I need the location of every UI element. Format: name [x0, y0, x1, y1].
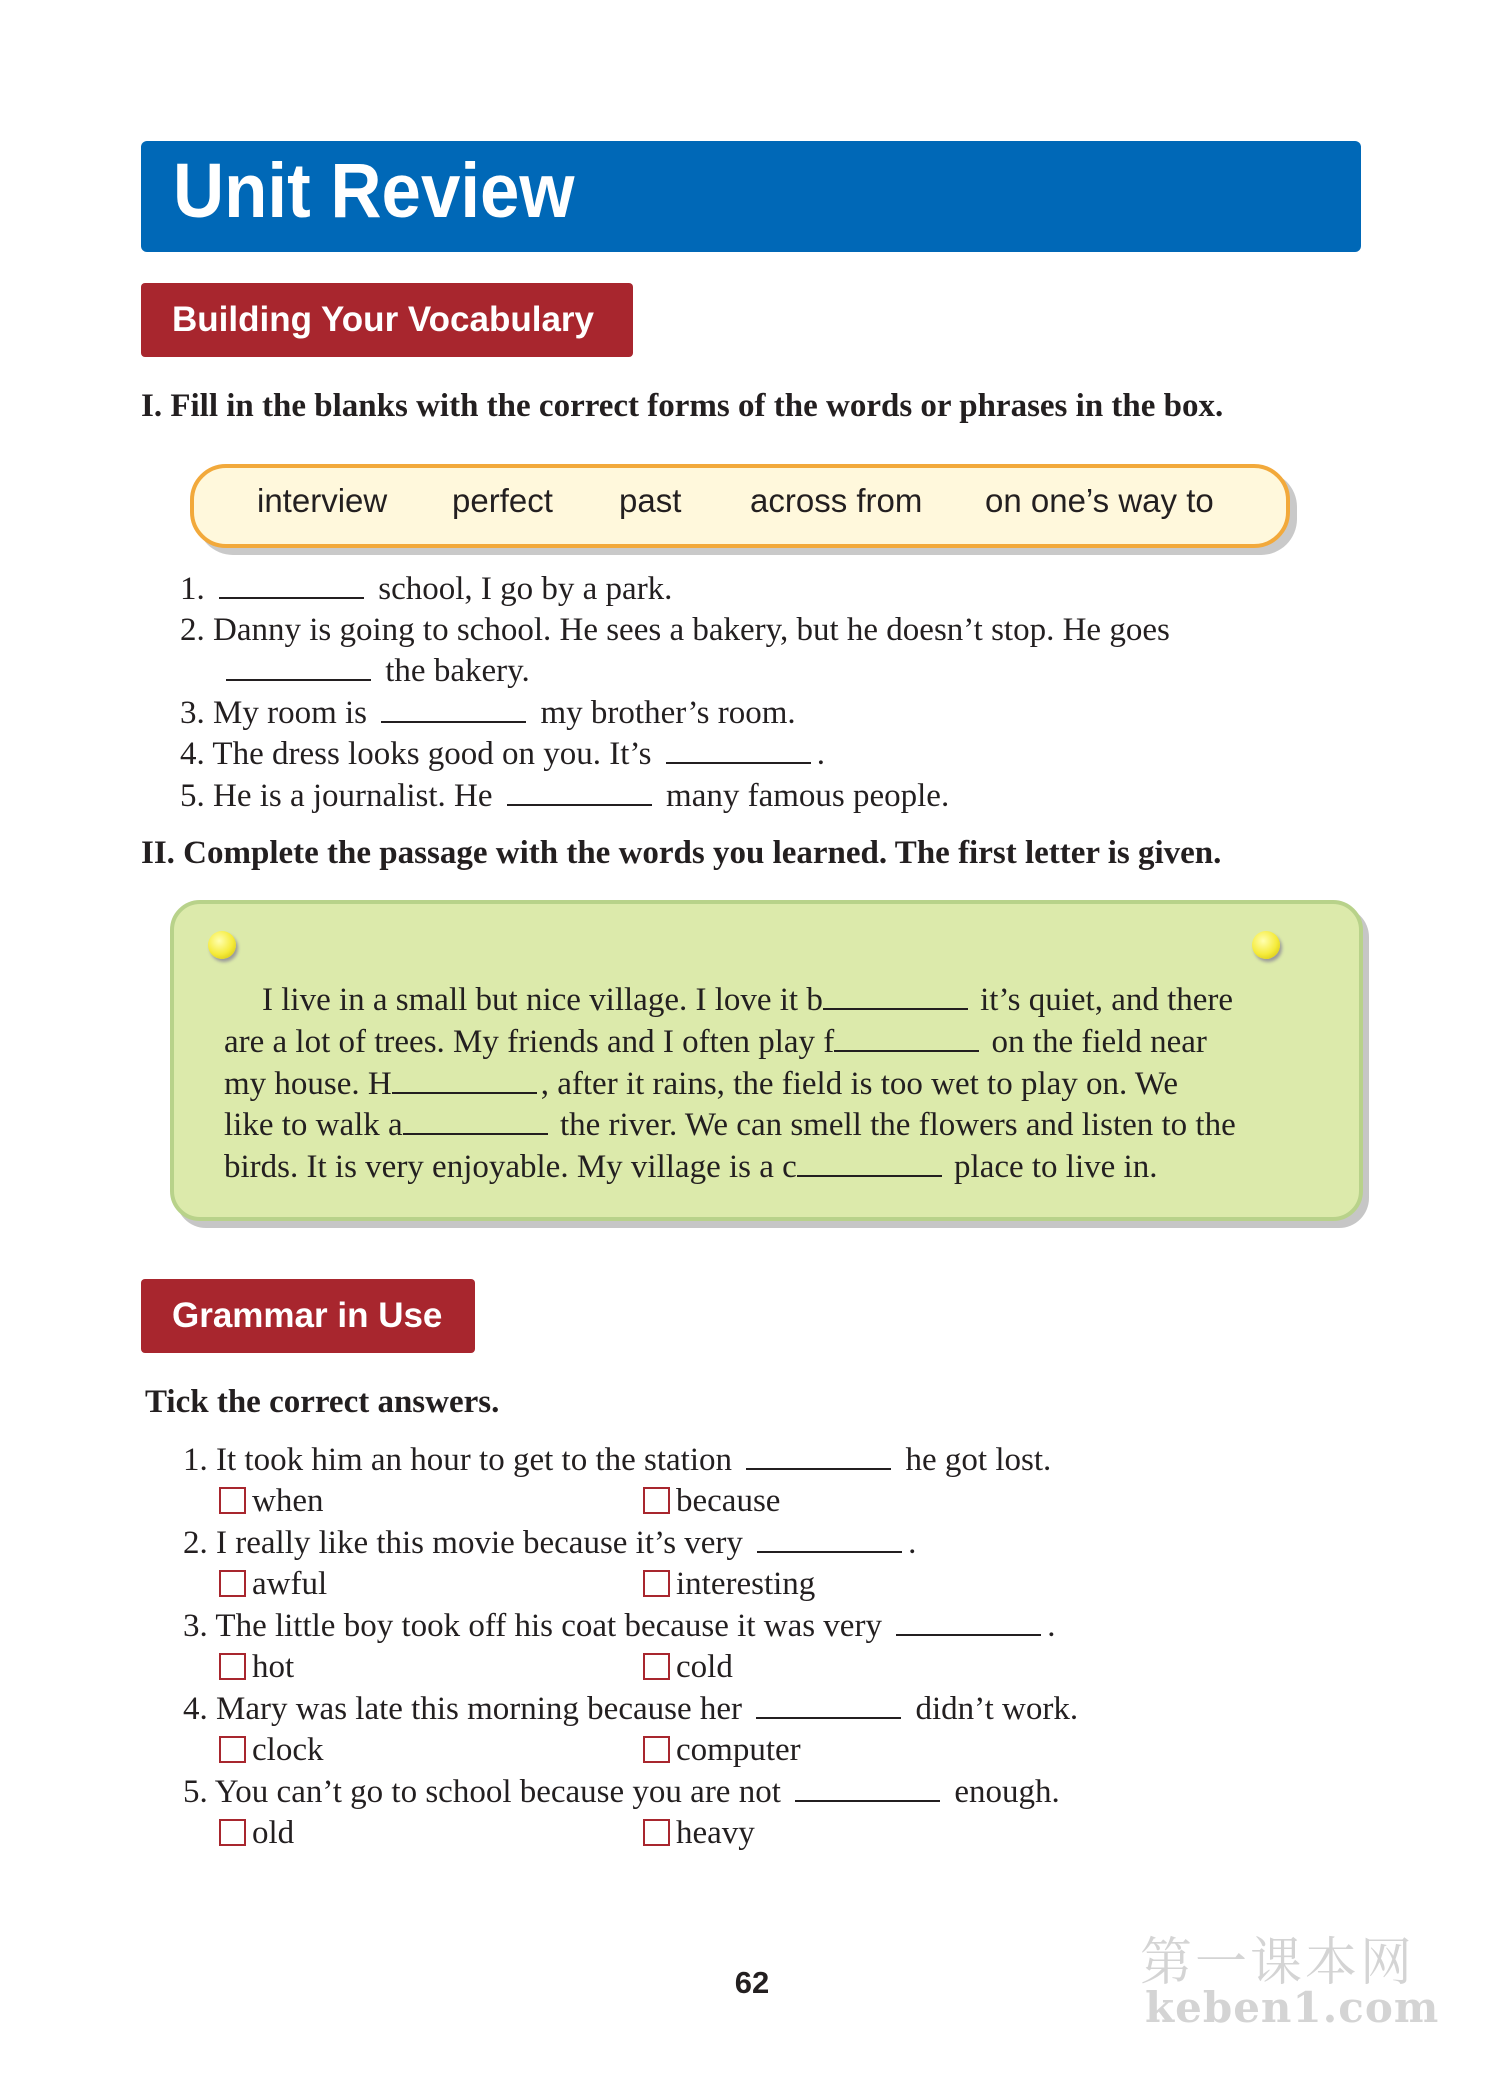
option-label: because	[676, 1483, 781, 1519]
answer-blank[interactable]	[507, 803, 652, 806]
answer-blank	[757, 1550, 902, 1553]
answer-blank	[746, 1467, 891, 1470]
passage-text: birds. It is very enjoyable. My village is a c	[224, 1149, 797, 1185]
checkbox[interactable]	[219, 1819, 246, 1846]
section-label-grammar: Grammar in Use	[141, 1279, 475, 1353]
instruction-part2: II. Complete the passage with the words you learned. The first letter is given.	[141, 835, 1222, 871]
question-text-after: .	[1047, 1608, 1056, 1644]
passage-text: like to walk a	[224, 1107, 403, 1143]
item-text-before: He is a journalist. He	[213, 778, 493, 814]
item-text-after: .	[816, 736, 825, 772]
checkbox[interactable]	[643, 1736, 670, 1763]
item-text-after: my brother’s room.	[540, 695, 796, 731]
item-text-before: The dress looks good on you. It’s	[212, 736, 652, 772]
checkbox[interactable]	[219, 1736, 246, 1763]
word-box-item: across from	[750, 482, 923, 519]
checkbox[interactable]	[219, 1653, 246, 1680]
option-label: cold	[676, 1649, 733, 1685]
grammar-question-3	[183, 1608, 1055, 1645]
option-label: awful	[252, 1566, 328, 1602]
answer-blank	[756, 1716, 901, 1719]
checkbox[interactable]	[643, 1570, 670, 1597]
checkbox[interactable]	[219, 1487, 246, 1514]
question-text-after: enough.	[954, 1774, 1060, 1810]
pushpin-icon	[208, 931, 236, 959]
item-text-before: Danny is going to school. He sees a bakery, but he doesn’t stop. He goes	[213, 612, 1170, 648]
word-box-item: on one’s way to	[985, 482, 1214, 519]
question-text-before: It took him an hour to get to the station	[216, 1442, 733, 1478]
passage-text: I live in a small but nice village. I love it b	[262, 982, 823, 1018]
passage-box	[170, 900, 1363, 1221]
answer-option[interactable]	[219, 1732, 323, 1769]
answer-blank[interactable]	[834, 1049, 979, 1052]
answer-option[interactable]	[219, 1815, 294, 1852]
watermark-url: keben1.com	[1145, 1983, 1440, 2032]
item-number: 1.	[180, 571, 205, 607]
answer-blank[interactable]	[226, 678, 371, 681]
word-box-item: perfect	[452, 482, 553, 519]
option-label: heavy	[676, 1815, 755, 1851]
exercise-item-1	[180, 571, 672, 608]
answer-blank[interactable]	[381, 720, 526, 723]
checkbox[interactable]	[219, 1570, 246, 1597]
word-box-item: past	[619, 482, 682, 519]
word-box-item: interview	[257, 482, 388, 519]
exercise-item-4	[180, 736, 825, 773]
passage-line-5	[224, 1149, 1157, 1186]
answer-option[interactable]	[219, 1483, 323, 1520]
answer-blank	[795, 1799, 940, 1802]
question-text-before: Mary was late this morning because her	[216, 1691, 743, 1727]
passage-text: the river. We can smell the flowers and listen to the	[559, 1107, 1236, 1143]
passage-line-3	[224, 1066, 1178, 1103]
question-text-before: I really like this movie because it’s very	[216, 1525, 743, 1561]
answer-option[interactable]	[643, 1649, 733, 1686]
grammar-question-2	[183, 1525, 916, 1562]
section-label-vocabulary: Building Your Vocabulary	[141, 283, 633, 357]
unit-header-banner	[141, 141, 1361, 252]
question-text-after: didn’t work.	[915, 1691, 1079, 1727]
word-box	[190, 464, 1290, 548]
option-label: computer	[676, 1732, 801, 1768]
answer-blank	[896, 1633, 1041, 1636]
passage-text: place to live in.	[954, 1149, 1158, 1185]
pushpin-icon	[1252, 931, 1280, 959]
answer-option[interactable]	[219, 1566, 327, 1603]
answer-option[interactable]	[643, 1566, 815, 1603]
passage-line-4	[224, 1107, 1236, 1144]
item-number: 5.	[183, 1774, 208, 1810]
item-text-before: My room is	[213, 695, 368, 731]
item-number: 4.	[180, 736, 205, 772]
answer-blank[interactable]	[403, 1132, 548, 1135]
item-text-after: school, I go by a park.	[378, 571, 673, 607]
item-number: 2.	[180, 612, 205, 648]
answer-option[interactable]	[643, 1732, 801, 1769]
answer-blank[interactable]	[823, 1007, 968, 1010]
passage-text: on the field near	[991, 1024, 1207, 1060]
answer-option[interactable]	[643, 1483, 780, 1520]
exercise-item-2	[180, 612, 1170, 649]
checkbox[interactable]	[643, 1653, 670, 1680]
answer-blank[interactable]	[797, 1174, 942, 1177]
item-number: 1.	[183, 1442, 208, 1478]
answer-option[interactable]	[219, 1649, 294, 1686]
checkbox[interactable]	[643, 1819, 670, 1846]
option-label: hot	[252, 1649, 295, 1685]
item-number: 3.	[183, 1608, 208, 1644]
answer-blank[interactable]	[219, 596, 364, 599]
grammar-question-1	[183, 1442, 1051, 1479]
grammar-question-4	[183, 1691, 1078, 1728]
item-text-after: the bakery.	[385, 653, 530, 689]
passage-line-2	[224, 1024, 1207, 1061]
item-number: 5.	[180, 778, 205, 814]
item-text-after: many famous people.	[666, 778, 950, 814]
item-number: 4.	[183, 1691, 208, 1727]
item-number: 2.	[183, 1525, 208, 1561]
page-number: 62	[734, 1965, 770, 2000]
answer-blank[interactable]	[666, 761, 811, 764]
question-text-before: The little boy took off his coat because it was very	[215, 1608, 882, 1644]
question-text-after: he got lost.	[905, 1442, 1052, 1478]
page-title: Unit Review	[173, 148, 575, 234]
option-label: when	[252, 1483, 324, 1519]
passage-text: are a lot of trees. My friends and I often play f	[224, 1024, 835, 1060]
watermark-chinese: 第一课本网	[1140, 1933, 1416, 1993]
grammar-question-5	[183, 1774, 1060, 1811]
question-text-before: You can’t go to school because you are not	[214, 1774, 781, 1810]
passage-line-1	[262, 982, 1233, 1019]
checkbox[interactable]	[643, 1487, 670, 1514]
answer-option[interactable]	[643, 1815, 755, 1852]
option-label: interesting	[676, 1566, 816, 1602]
exercise-item-5	[180, 778, 949, 815]
answer-blank[interactable]	[392, 1091, 537, 1094]
option-label: clock	[252, 1732, 324, 1768]
instruction-part1: I. Fill in the blanks with the correct forms of the words or phrases in the box.	[141, 388, 1224, 424]
passage-text: my house. H	[224, 1066, 392, 1102]
item-number: 3.	[180, 695, 205, 731]
passage-text: , after it rains, the field is too wet to play on. We	[540, 1066, 1179, 1102]
instruction-grammar: Tick the correct answers.	[145, 1384, 500, 1420]
question-text-after: .	[908, 1525, 917, 1561]
exercise-item-3	[180, 695, 796, 732]
passage-text: it’s quiet, and there	[980, 982, 1234, 1018]
exercise-item-2-continued	[218, 653, 530, 690]
option-label: old	[252, 1815, 295, 1851]
